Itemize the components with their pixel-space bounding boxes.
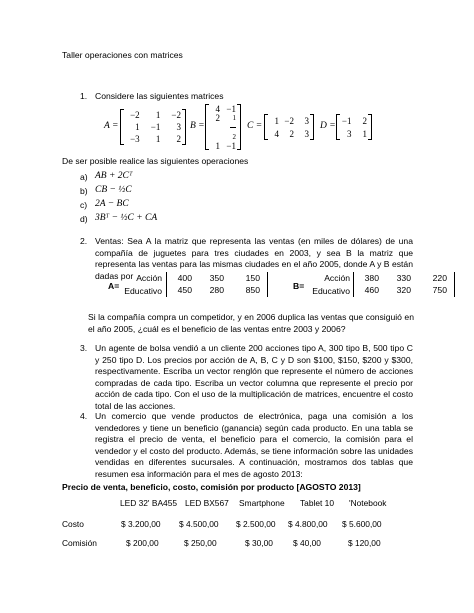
matrix-cell: −2 — [130, 110, 140, 120]
op-label: b) — [80, 186, 88, 196]
product-table — [62, 497, 422, 547]
table-cell: $ 120,00 — [348, 538, 381, 548]
matrix-b-name: B = — [190, 121, 205, 131]
sales-value: 280 — [209, 285, 224, 295]
table-header: LED BX567 — [185, 498, 229, 508]
matrix-cell: −1 — [226, 140, 236, 151]
matrix-cell: 3 — [304, 115, 309, 126]
matrix-cell: 4 — [215, 103, 220, 114]
matrix-cell: 1 — [135, 122, 140, 132]
table-title: Precio de venta, beneficio, costo, comisión por producto [AGOSTO 2013] — [62, 482, 361, 492]
table-row-label: Costo — [62, 519, 84, 529]
table-header: Smartphone — [239, 498, 285, 508]
matrix-d — [336, 114, 372, 140]
table-row-label: Comisión — [62, 538, 97, 548]
matrix-cell: 1 — [274, 115, 279, 126]
table-cell: $ 30,00 — [245, 538, 273, 548]
matrix-cell: −3 — [130, 134, 140, 144]
sales-value: 850 — [245, 285, 260, 295]
sales-b-matrix — [353, 272, 455, 297]
matrix-cell: 2 — [362, 115, 367, 126]
matrix-cell: −2 — [284, 115, 294, 126]
matrix-cell: 1 — [215, 140, 220, 151]
matrix-cell: 1 — [362, 128, 367, 139]
matrix-b — [205, 104, 241, 150]
sales-value: 220 — [432, 273, 447, 283]
sales-a-name: A= — [108, 281, 120, 291]
table-header: 'Notebook — [349, 498, 387, 508]
matrix-cell: 1 — [155, 110, 161, 120]
op-label: d) — [80, 214, 88, 224]
item1-text: Considere las siguientes matrices — [95, 91, 224, 101]
matrix-a — [120, 109, 186, 145]
sales-a-row-label: Educativo — [124, 286, 162, 296]
table-cell: $ 2.500,00 — [236, 519, 276, 529]
matrix-cell: 2 — [215, 112, 220, 123]
matrix-cell: 3 — [304, 128, 309, 139]
table-cell: $ 4.500,00 — [179, 519, 219, 529]
sales-value: 330 — [396, 273, 411, 283]
op-expression: 2A − BC — [95, 199, 129, 209]
item2-text: Ventas: Sea A la matriz que representa las ventas (en miles de dólares) de una compañía de juguetes para tres ciudades en 2003, y sea B la matriz que representa las ventas para las mismas ciudades en el año 2005, donde A y B están dadas por — [95, 236, 413, 281]
matrix-cell: 4 — [274, 128, 279, 139]
item3-number: 3. — [80, 343, 88, 353]
sales-value: 320 — [396, 285, 411, 295]
op-expression: CB − ½C — [95, 185, 132, 195]
matrix-cell: −1 — [341, 115, 352, 126]
sales-value: 350 — [209, 273, 224, 283]
table-cell: $ 250,00 — [184, 538, 217, 548]
item2-question: Si la compañía compra un competidor, y en 2006 duplica las ventas que consiguió en el año 2005, ¿cuál es el beneficio de las ventas entre 2003 y 2006? — [88, 312, 414, 334]
table-cell: $ 200,00 — [126, 538, 159, 548]
item2-number: 2. — [80, 236, 88, 246]
matrix-cell: 1 — [155, 134, 161, 144]
matrix-cell: −1 — [226, 103, 236, 114]
matrix-cell: 2 — [176, 134, 181, 144]
op-label: a) — [80, 172, 88, 182]
matrix-cell: −1 — [150, 122, 161, 132]
matrix-cell-fraction-2: 2 — [232, 132, 236, 141]
table-cell: $ 40,00 — [293, 538, 321, 548]
sales-b-row-label: Educativo — [312, 286, 350, 296]
matrix-d-name: D = — [320, 121, 336, 131]
sales-a-row-label: Acción — [136, 273, 162, 283]
table-cell: $ 4.800,00 — [288, 519, 328, 529]
matrix-c-name: C = — [247, 121, 263, 131]
sales-b-name: B= — [293, 281, 305, 291]
matrix-cell-fraction-1: 1 — [232, 113, 236, 122]
operations-intro: De ser posible realice las siguientes operaciones — [62, 156, 249, 166]
item1-number: 1. — [80, 91, 88, 101]
sales-b-row-label: Acción — [324, 273, 350, 283]
matrix-c — [264, 114, 314, 140]
table-cell: $ 5.600,00 — [342, 519, 382, 529]
item4-text: Un comercio que vende productos de electrónica, paga una comisión a los vendedores y tiene un beneficio (ganancia) según cada producto. En una tabla se registra el precio de venta, el beneficio para el comercio, la comisión para el vendedor y el costo del producto. Además, se tiene información sobre las unidades vendidas en diferentes sucursales. A continuación, mostramos dos tablas que resumen esa información para el mes de agosto 2013: — [95, 411, 413, 479]
matrix-cell: 2 — [289, 128, 294, 139]
sales-value: 400 — [177, 273, 192, 283]
table-header: Tablet 10 — [300, 498, 334, 508]
document-title: Taller operaciones con matrices — [62, 50, 183, 60]
sales-value: 460 — [364, 285, 379, 295]
table-header: LED 32' BA455 — [120, 498, 178, 508]
sales-value: 450 — [177, 285, 192, 295]
op-expression: AB + 2Cᵀ — [95, 171, 133, 181]
sales-value: 380 — [364, 273, 379, 283]
fraction-bar — [230, 127, 236, 128]
op-label: c) — [80, 200, 88, 210]
matrix-a-name: A = — [104, 121, 119, 131]
item3-text: Un agente de bolsa vendió a un cliente 200 acciones tipo A, 300 tipo B, 500 tipo C y 250 tipo D. Los precios por acción de A, B, C y D son $100, $150, $200 y $300, respectivamente. Escriba un vector renglón que represente el número de acciones compradas de cada tipo. Escriba un vector columna que represente el precio por acción de cada tipo. Con el uso de la multiplicación de matrices, encuentre el costo total de las acciones. — [95, 343, 413, 411]
sales-a-matrix — [166, 272, 268, 297]
matrix-cell: 3 — [347, 128, 352, 139]
sales-value: 150 — [245, 273, 260, 283]
table-cell: $ 3.200,00 — [121, 519, 161, 529]
op-expression: 3Bᵀ − ½C + CA — [95, 213, 158, 223]
item4-number: 4. — [80, 411, 88, 421]
sales-value: 750 — [432, 285, 447, 295]
matrix-cell: −2 — [171, 110, 181, 120]
matrix-cell: 3 — [176, 122, 181, 132]
